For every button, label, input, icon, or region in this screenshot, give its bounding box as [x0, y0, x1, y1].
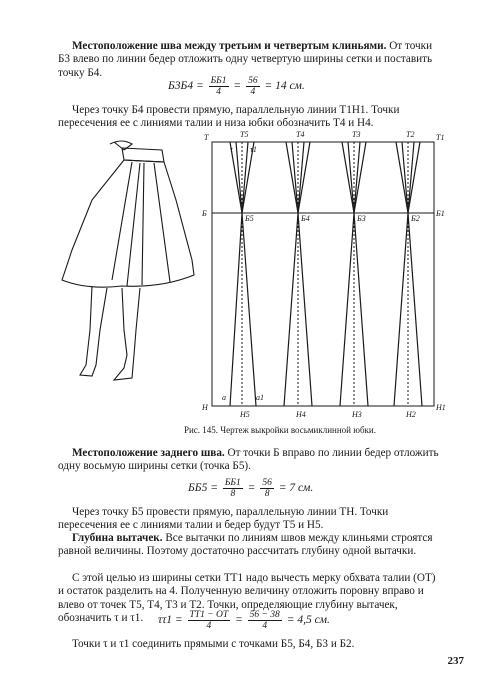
paragraph-5: Точки τ и τ1 соединить прямыми с точками Б5, Б4, Б3 и Б2.: [72, 638, 355, 650]
formula-1: [168, 76, 305, 97]
formula3-mid: =: [235, 614, 243, 627]
label-tau1: τ1: [250, 145, 257, 154]
formula1-fraction1: [209, 76, 229, 97]
formula3-num: ТТ1 − ОТ: [189, 610, 229, 620]
formula-3: [158, 610, 330, 631]
pattern-grid-rect: [212, 142, 434, 406]
label-T5: Т5: [240, 130, 249, 139]
label-B3: Б3: [357, 214, 366, 223]
paragraph-4: С этой целью из ширины сетки ТТ1 надо вычесть мерку обхвата талии (ОТ) и остаток разделить на 4. Полученную величину отложить поровну вправо и влево от точек Т5, Т4, Т3 и Т2. Точки, определяющие глубину вытачек, обозначить τ и τ1.: [58, 572, 436, 624]
section3-title: Глубина вытачек.: [72, 532, 163, 544]
label-a1: а1: [256, 393, 264, 402]
formula2-fraction2: [260, 478, 274, 499]
paragraph-2: Через точку Б4 провести прямую, параллельную линии Т1Н1. Точки пересечения ее с линиями талии и низа юбки обозначить Т4 и Н4.: [58, 104, 400, 130]
formula1-num2: 56: [248, 76, 258, 86]
label-T3: Т3: [352, 130, 361, 139]
section1-title: Местоположение шва между третьим и четвертым клиньями.: [72, 40, 387, 52]
formula2-den2: 8: [264, 489, 270, 499]
formula1-num: ББ1: [210, 76, 227, 86]
formula3-result: = 4,5 см.: [286, 614, 330, 627]
formula3-fraction2: [248, 610, 282, 631]
formula3-den: 4: [206, 621, 212, 631]
label-H3: Н3: [352, 410, 362, 419]
formula3-den2: 4: [262, 621, 268, 631]
label-T2: Т2: [406, 130, 415, 139]
formula3-num2: 56 − 38: [249, 610, 280, 620]
formula2-left: ББ5 =: [188, 482, 218, 495]
label-B1: Б1: [436, 209, 445, 218]
section1-paragraph: [58, 40, 444, 80]
label-B4: Б4: [301, 214, 310, 223]
formula2-fraction1: [223, 478, 243, 499]
formula2-result: = 7 см.: [278, 482, 314, 495]
label-B5: Б5: [245, 214, 254, 223]
page-number: 237: [447, 655, 464, 667]
formula2-num2: 56: [262, 478, 272, 488]
formula1-den2: 4: [250, 87, 256, 97]
paragraph-3: Через точку Б5 провести прямую, параллельную линии ТН. Точки пересечения ее с линиями талии и бедер будут Т5 и Н5.: [58, 506, 389, 532]
formula1-result: = 14 см.: [264, 80, 305, 93]
label-H4: Н4: [296, 410, 306, 419]
formula1-mid: =: [233, 80, 242, 93]
section1-text: От точки Б3 влево по линии бедер отложить одну четвертую ширины сетки и поставить точку Б4.: [58, 40, 433, 79]
formula-2: [188, 478, 313, 499]
formula2-mid: =: [247, 482, 256, 495]
section2-paragraph: [58, 447, 444, 474]
figure-caption: Рис. 145. Чертеж выкройки восьмиклинной юбки.: [183, 425, 376, 435]
label-tau: τ: [230, 145, 233, 154]
skirt-pattern-drawing: [200, 128, 450, 420]
label-B2: Б2: [411, 214, 420, 223]
label-a: а: [222, 393, 226, 402]
skirt-illustration: [52, 140, 202, 395]
formula3-fraction1: [188, 610, 231, 631]
section2-text: От точки Б вправо по линии бедер отложить одну восьмую ширины сетки (точка Б5).: [58, 447, 439, 473]
label-H: Н: [202, 403, 208, 412]
formula3-left: ττ1 =: [158, 614, 183, 627]
label-B: Б: [202, 209, 207, 218]
formula2-den: 8: [230, 489, 236, 499]
section2-title: Местоположение заднего шва.: [72, 447, 225, 459]
label-T1: Т1: [436, 133, 445, 142]
formula2-num: ББ1: [224, 478, 241, 488]
label-H5: Н5: [240, 410, 250, 419]
section3-text: Все вытачки по линиям швов между клиньями строятся равной величины. Поэтому достаточно рассчитать глубину одной вытачки.: [58, 532, 433, 558]
formula1-left: Б3Б4 =: [168, 80, 204, 93]
formula1-fraction2: [246, 76, 260, 97]
label-T: Т: [204, 133, 209, 142]
formula1-den: 4: [216, 87, 221, 97]
label-H2: Н2: [406, 410, 416, 419]
label-T4: Т4: [296, 130, 305, 139]
section3-paragraph: [58, 532, 444, 559]
label-H1: Н1: [436, 403, 446, 412]
